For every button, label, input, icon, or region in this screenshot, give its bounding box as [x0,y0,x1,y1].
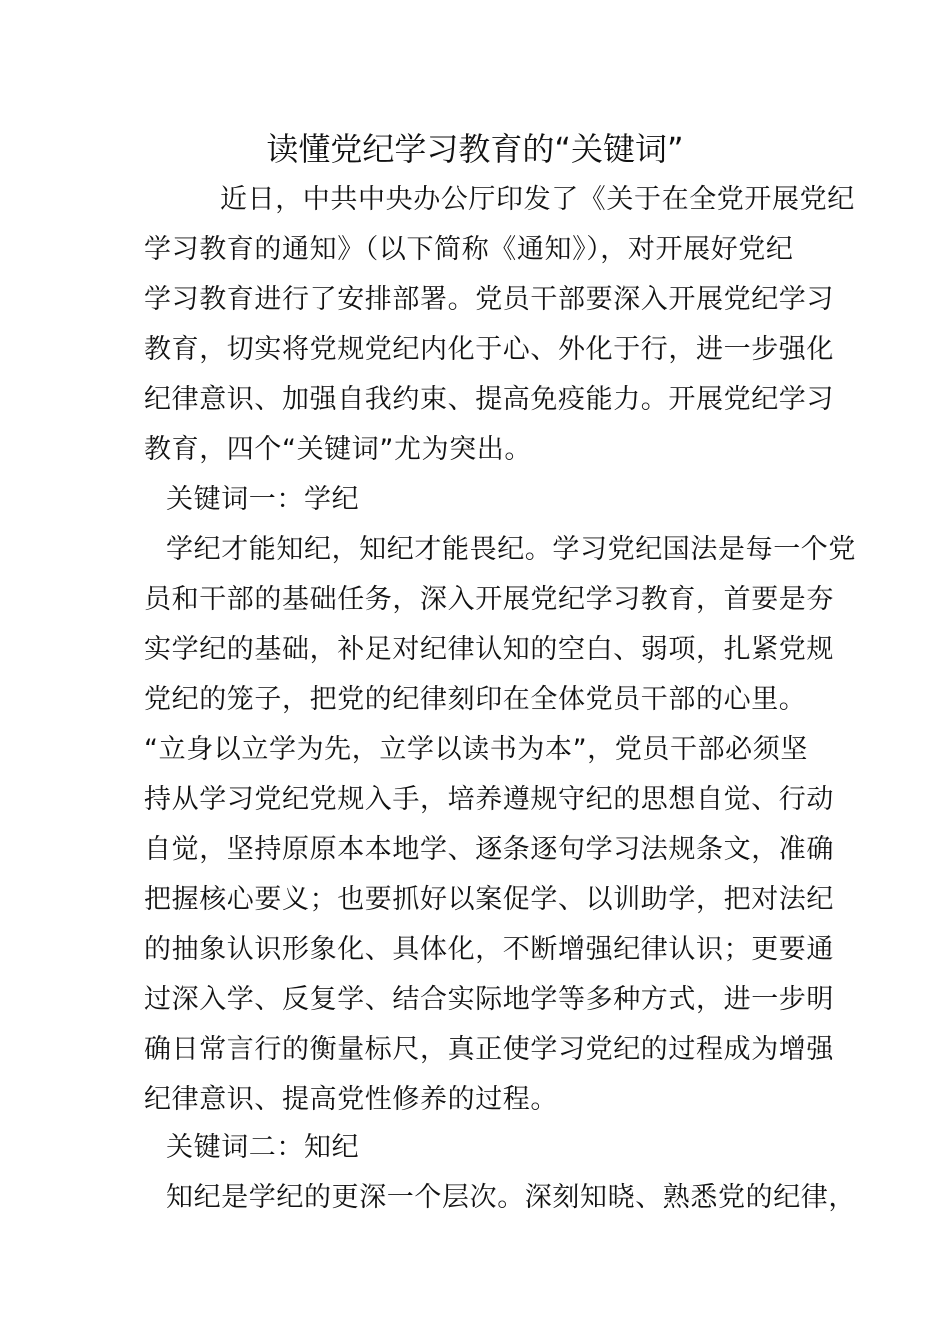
paragraph-line: 过深入学、反复学、结合实际地学等多种方式，进一步明 [144,984,834,1015]
paragraph-line: 知纪是学纪的更深一个层次。深刻知晓、熟悉党的纪律， [166,1182,856,1213]
paragraph-line: 员和干部的基础任务，深入开展党纪学习教育，首要是夯 [144,584,834,615]
paragraph-line: 把握核心要义；也要抓好以案促学、以训助学，把对法纪 [144,884,834,915]
paragraph-line: 教育，切实将党规党纪内化于心、外化于行，进一步强化 [144,334,834,365]
paragraph-line: 党纪的笼子，把党的纪律刻印在全体党员干部的心里。 [144,684,807,715]
document-title: 读懂党纪学习教育的“关键词” [266,130,684,168]
paragraph-line: 教育，四个“关键词”尤为突出。 [144,434,532,465]
paragraph-line: 近日，中共中央办公厅印发了《关于在全党开展党纪 [220,184,855,215]
paragraph-line: 纪律意识、加强自我约束、提高免疫能力。开展党纪学习 [144,384,834,415]
section-heading: 关键词一：学纪 [166,484,360,515]
paragraph-line: 纪律意识、提高党性修养的过程。 [144,1084,558,1115]
paragraph-line: 学习教育进行了安排部署。党员干部要深入开展党纪学习 [144,284,834,315]
section-heading: 关键词二：知纪 [166,1132,360,1163]
paragraph-line: 学纪才能知纪，知纪才能畏纪。学习党纪国法是每一个党 [166,534,856,565]
paragraph-line: 实学纪的基础，补足对纪律认知的空白、弱项，扎紧党规 [144,634,834,665]
paragraph-line: 持从学习党纪党规入手，培养遵规守纪的思想自觉、行动 [144,784,834,815]
paragraph-line: 学习教育的通知》（以下简称《通知》），对开展好党纪 [144,234,794,265]
paragraph-line: “立身以立学为先，立学以读书为本”，党员干部必须坚 [144,734,808,765]
paragraph-line: 自觉，坚持原原本本地学、逐条逐句学习法规条文，准确 [144,834,834,865]
paragraph-line: 的抽象认识形象化、具体化，不断增强纪律认识；更要通 [144,934,834,965]
paragraph-line: 确日常言行的衡量标尺，真正使学习党纪的过程成为增强 [144,1034,834,1065]
